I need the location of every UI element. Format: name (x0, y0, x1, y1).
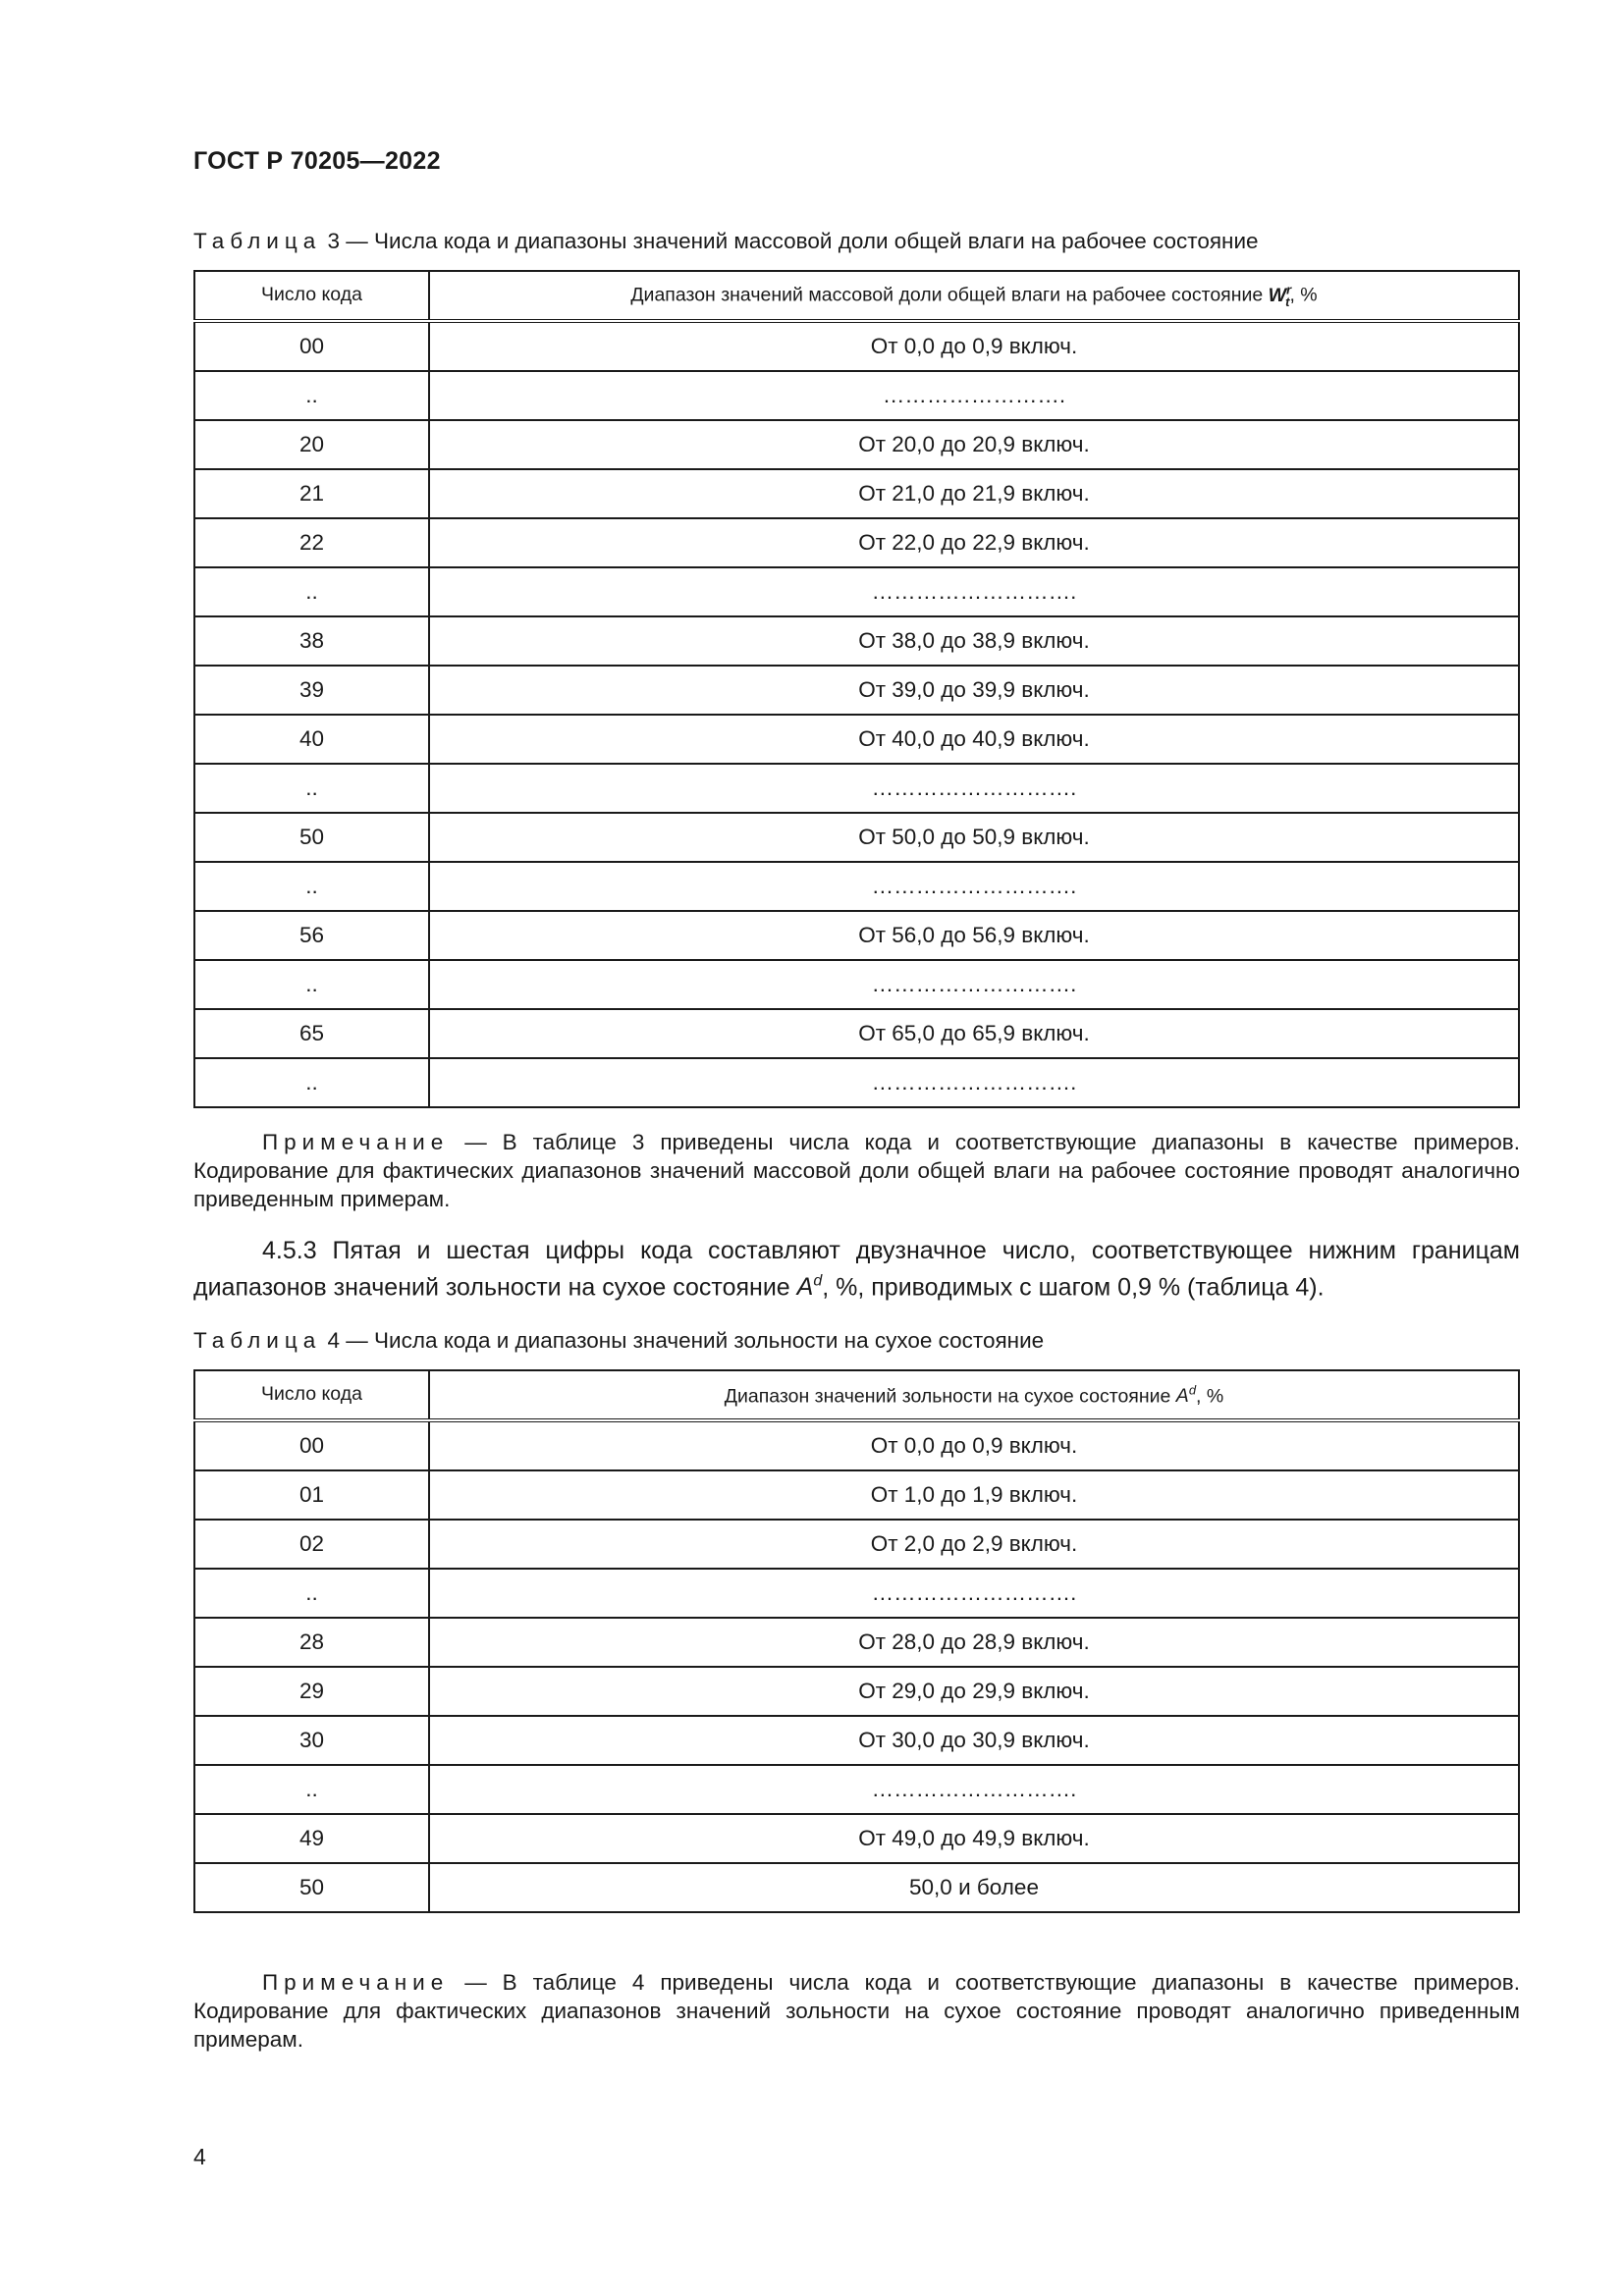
code-cell: 38 (194, 616, 429, 666)
table3-caption-text: 3 — Числа кода и диапазоны значений массовой доли общей влаги на рабочее состояние (321, 229, 1259, 253)
code-cell: .. (194, 764, 429, 813)
table-row (194, 1716, 1519, 1765)
table4-body (194, 1420, 1519, 1912)
table-row (194, 371, 1519, 420)
code-cell: 01 (194, 1470, 429, 1520)
range-cell: 50,0 и более (429, 1863, 1519, 1912)
paragraph-4-5-3: 4.5.3 Пятая и шестая цифры кода составляют двузначное число, соответствующее нижним границам диапазонов значений зольности на сухое состояние $A^d$, %, приводимых с шагом 0,9 % (таблица 4). (193, 1237, 1520, 1302)
code-cell: 00 (194, 1420, 429, 1470)
code-cell: .. (194, 371, 429, 420)
range-cell: От 0,0 до 0,9 включ. (429, 1420, 1519, 1470)
table-row (194, 1814, 1519, 1863)
table-row (194, 813, 1519, 862)
range-cell: От 20,0 до 20,9 включ. (429, 420, 1519, 469)
code-cell: 28 (194, 1618, 429, 1667)
range-cell: ………………………. (429, 862, 1519, 911)
table4-caption (193, 1328, 1044, 1354)
table-row (194, 911, 1519, 960)
table-row (194, 420, 1519, 469)
code-cell: 49 (194, 1814, 429, 1863)
code-cell: .. (194, 1569, 429, 1618)
code-cell: 20 (194, 420, 429, 469)
table4 (193, 1369, 1520, 1913)
table4-col1-header: Число кода (194, 1370, 429, 1420)
table3 (193, 270, 1520, 1108)
range-cell: От 1,0 до 1,9 включ. (429, 1470, 1519, 1520)
range-cell: От 38,0 до 38,9 включ. (429, 616, 1519, 666)
table3-note (193, 1128, 1520, 1213)
code-cell: .. (194, 1765, 429, 1814)
range-cell: От 22,0 до 22,9 включ. (429, 518, 1519, 567)
table-row (194, 321, 1519, 371)
table4-header-row (194, 1370, 1519, 1420)
table-row (194, 1420, 1519, 1470)
code-cell: 21 (194, 469, 429, 518)
table-row (194, 1667, 1519, 1716)
table-row (194, 1520, 1519, 1569)
code-cell: 65 (194, 1009, 429, 1058)
code-cell: .. (194, 960, 429, 1009)
range-cell: От 40,0 до 40,9 включ. (429, 715, 1519, 764)
range-cell: От 21,0 до 21,9 включ. (429, 469, 1519, 518)
table-row (194, 764, 1519, 813)
table4-col2-header: Диапазон значений зольности на сухое состояние $A^d$, % (429, 1370, 1519, 1420)
table3-col1-header: Число кода (194, 271, 429, 321)
table-row (194, 1569, 1519, 1618)
code-cell: 30 (194, 1716, 429, 1765)
code-cell: .. (194, 1058, 429, 1107)
code-cell: .. (194, 567, 429, 616)
table-row (194, 1863, 1519, 1912)
table3-col2-header-text: Диапазон значений массовой доли общей влаги на рабочее состояние (630, 284, 1269, 306)
table-row (194, 567, 1519, 616)
range-cell: От 30,0 до 30,9 включ. (429, 1716, 1519, 1765)
range-cell: От 39,0 до 39,9 включ. (429, 666, 1519, 715)
table4-caption-text: 4 — Числа кода и диапазоны значений зольности на сухое состояние (321, 1328, 1045, 1353)
table3-caption-word: Таблица (193, 229, 322, 253)
moisture-symbol: $W^r_t$ (1268, 282, 1292, 309)
code-cell: 22 (194, 518, 429, 567)
code-cell: 02 (194, 1520, 429, 1569)
range-cell: ………………………. (429, 764, 1519, 813)
table4-caption-word: Таблица (193, 1328, 322, 1353)
table-row (194, 616, 1519, 666)
table-row (194, 1058, 1519, 1107)
range-cell: От 50,0 до 50,9 включ. (429, 813, 1519, 862)
range-cell: От 28,0 до 28,9 включ. (429, 1618, 1519, 1667)
code-cell: 50 (194, 1863, 429, 1912)
table4-col2-header-text: Диапазон значений зольности на сухое состояние (724, 1385, 1176, 1407)
ash-symbol: $A^d$ (796, 1273, 823, 1302)
range-cell: От 0,0 до 0,9 включ. (429, 321, 1519, 371)
table-row (194, 518, 1519, 567)
table-row (194, 862, 1519, 911)
table3-col2-header: Диапазон значений массовой доли общей влаги на рабочее состояние $W^r_t$, % (429, 271, 1519, 321)
code-cell: 39 (194, 666, 429, 715)
table3-body (194, 321, 1519, 1107)
code-cell: 29 (194, 1667, 429, 1716)
range-cell: ………………………. (429, 567, 1519, 616)
document-header: ГОСТ Р 70205—2022 (193, 147, 441, 175)
table-row (194, 1009, 1519, 1058)
table-row (194, 715, 1519, 764)
code-cell: 50 (194, 813, 429, 862)
range-cell: ………………………. (429, 960, 1519, 1009)
table3-header-row (194, 271, 1519, 321)
code-cell: .. (194, 862, 429, 911)
table-row (194, 1765, 1519, 1814)
range-cell: От 49,0 до 49,9 включ. (429, 1814, 1519, 1863)
range-cell: ……………………. (429, 371, 1519, 420)
table4-note-label: Примечание (262, 1970, 450, 1995)
range-cell: ………………………. (429, 1569, 1519, 1618)
range-cell: От 65,0 до 65,9 включ. (429, 1009, 1519, 1058)
range-cell: От 2,0 до 2,9 включ. (429, 1520, 1519, 1569)
code-cell: 00 (194, 321, 429, 371)
table-row (194, 960, 1519, 1009)
range-cell: ………………………. (429, 1765, 1519, 1814)
table-row (194, 469, 1519, 518)
code-cell: 40 (194, 715, 429, 764)
code-cell: 56 (194, 911, 429, 960)
table3-caption (193, 229, 1259, 254)
ash-symbol: $A^d$ (1175, 1382, 1197, 1407)
table-row (194, 666, 1519, 715)
table4-note-text: — В таблице 4 приведены числа кода и соответствующие диапазоны в качестве примеров. Кодирование для фактических диапазонов значений зольности на сухое состояние проводят аналогично приведенным примерам. (193, 1970, 1520, 2052)
range-cell: От 29,0 до 29,9 включ. (429, 1667, 1519, 1716)
table4-note (193, 1968, 1520, 2054)
range-cell: От 56,0 до 56,9 включ. (429, 911, 1519, 960)
table-row (194, 1470, 1519, 1520)
page-number: 4 (193, 2144, 206, 2169)
table3-note-label: Примечание (262, 1130, 450, 1154)
range-cell: ………………………. (429, 1058, 1519, 1107)
table3-note-text: — В таблице 3 приведены числа кода и соответствующие диапазоны в качестве примеров. Кодирование для фактических диапазонов значений массовой доли общей влаги на рабочее состояние проводят аналогично приведенным примерам. (193, 1130, 1520, 1211)
table-row (194, 1618, 1519, 1667)
